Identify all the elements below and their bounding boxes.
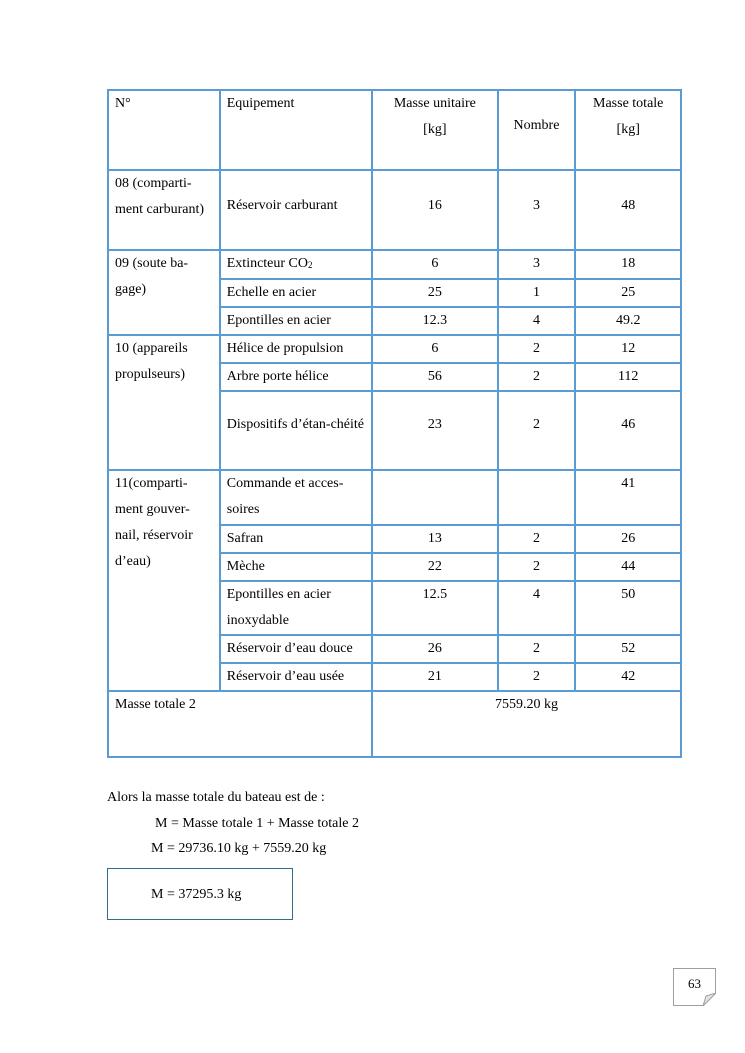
- total-mass-cell: 18: [575, 250, 681, 279]
- group-label-08: 08 (comparti-ment carburant): [108, 170, 220, 250]
- count-cell: 4: [498, 581, 576, 635]
- equipment-cell: Echelle en acier: [220, 279, 372, 307]
- total-mass-cell: 46: [575, 391, 681, 470]
- equipment-cell: Arbre porte hélice: [220, 363, 372, 391]
- header-equipment: Equipement: [220, 90, 372, 170]
- total-mass-cell: 49.2: [575, 307, 681, 335]
- unit-mass-cell: 56: [372, 363, 498, 391]
- page-number: 63: [688, 976, 701, 991]
- group-label-10: 10 (appareils propulseurs): [108, 335, 220, 470]
- substitution-line: M = 29736.10 kg + 7559.20 kg: [151, 841, 327, 856]
- mass-table: [107, 89, 682, 758]
- equipment-cell: Epontilles en acier inoxydable: [220, 581, 372, 635]
- header-unit-mass: Masse unitaire [kg]: [372, 90, 498, 170]
- unit-mass-cell: 12.5: [372, 581, 498, 635]
- equipment-cell: Hélice de propulsion: [220, 335, 372, 363]
- unit-mass-cell: 12.3: [372, 307, 498, 335]
- count-cell: 2: [498, 363, 576, 391]
- total-mass-cell: 42: [575, 663, 681, 691]
- total-label: Masse totale 2: [108, 691, 372, 757]
- equipment-cell: Dispositifs d’étan-chéité: [220, 391, 372, 470]
- count-cell: 1: [498, 279, 576, 307]
- header-total-mass: Masse totale [kg]: [575, 90, 681, 170]
- count-cell: 2: [498, 391, 576, 470]
- count-cell: [498, 470, 576, 525]
- conclusion-text: [107, 785, 359, 862]
- unit-mass-cell: 6: [372, 250, 498, 279]
- equipment-cell: Safran: [220, 525, 372, 553]
- unit-mass-cell: 23: [372, 391, 498, 470]
- unit-mass-cell: 26: [372, 635, 498, 663]
- result-box: [107, 868, 293, 920]
- total-mass-cell: 41: [575, 470, 681, 525]
- intro-line: Alors la masse totale du bateau est de :: [107, 790, 325, 805]
- count-cell: 2: [498, 553, 576, 581]
- count-cell: 4: [498, 307, 576, 335]
- count-cell: 3: [498, 250, 576, 279]
- total-mass-cell: 112: [575, 363, 681, 391]
- count-cell: 2: [498, 663, 576, 691]
- page-curl-icon: [703, 993, 716, 1006]
- unit-mass-cell: [372, 470, 498, 525]
- count-cell: 3: [498, 170, 576, 250]
- equipment-cell: Epontilles en acier: [220, 307, 372, 335]
- co2-label: Extincteur $CO_2$: [226, 256, 313, 271]
- equipment-cell: [220, 250, 372, 279]
- total-mass-cell: 48: [575, 170, 681, 250]
- unit-mass-cell: 13: [372, 525, 498, 553]
- total-mass-cell: 12: [575, 335, 681, 363]
- total-mass-cell: 44: [575, 553, 681, 581]
- formula-line: M = Masse totale 1 + Masse totale 2: [155, 815, 359, 831]
- count-cell: 2: [498, 525, 576, 553]
- group-label-09: 09 (soute ba-gage): [108, 250, 220, 335]
- unit-mass-cell: 21: [372, 663, 498, 691]
- group-label-11: 11(comparti-ment gouver-nail, réservoir d’eau): [108, 470, 220, 691]
- total-mass-cell: 26: [575, 525, 681, 553]
- total-value: 7559.20 kg: [372, 691, 681, 757]
- equipment-cell: Réservoir d’eau usée: [220, 663, 372, 691]
- total-mass-cell: 50: [575, 581, 681, 635]
- unit-mass-cell: 22: [372, 553, 498, 581]
- equipment-cell: Mèche: [220, 553, 372, 581]
- count-cell: 2: [498, 335, 576, 363]
- total-mass-cell: 52: [575, 635, 681, 663]
- unit-mass-cell: 25: [372, 279, 498, 307]
- count-cell: 2: [498, 635, 576, 663]
- header-count: Nombre: [498, 90, 576, 170]
- equipment-cell: Commande et acces-soires: [220, 470, 372, 525]
- equipment-cell: Réservoir d’eau douce: [220, 635, 372, 663]
- result-text: M = 37295.3 kg: [151, 887, 242, 902]
- unit-mass-cell: 16: [372, 170, 498, 250]
- equipment-cell: Réservoir carburant: [220, 170, 372, 250]
- total-mass-cell: 25: [575, 279, 681, 307]
- page-number-box: [673, 968, 716, 1006]
- header-number: N°: [108, 90, 220, 170]
- unit-mass-cell: 6: [372, 335, 498, 363]
